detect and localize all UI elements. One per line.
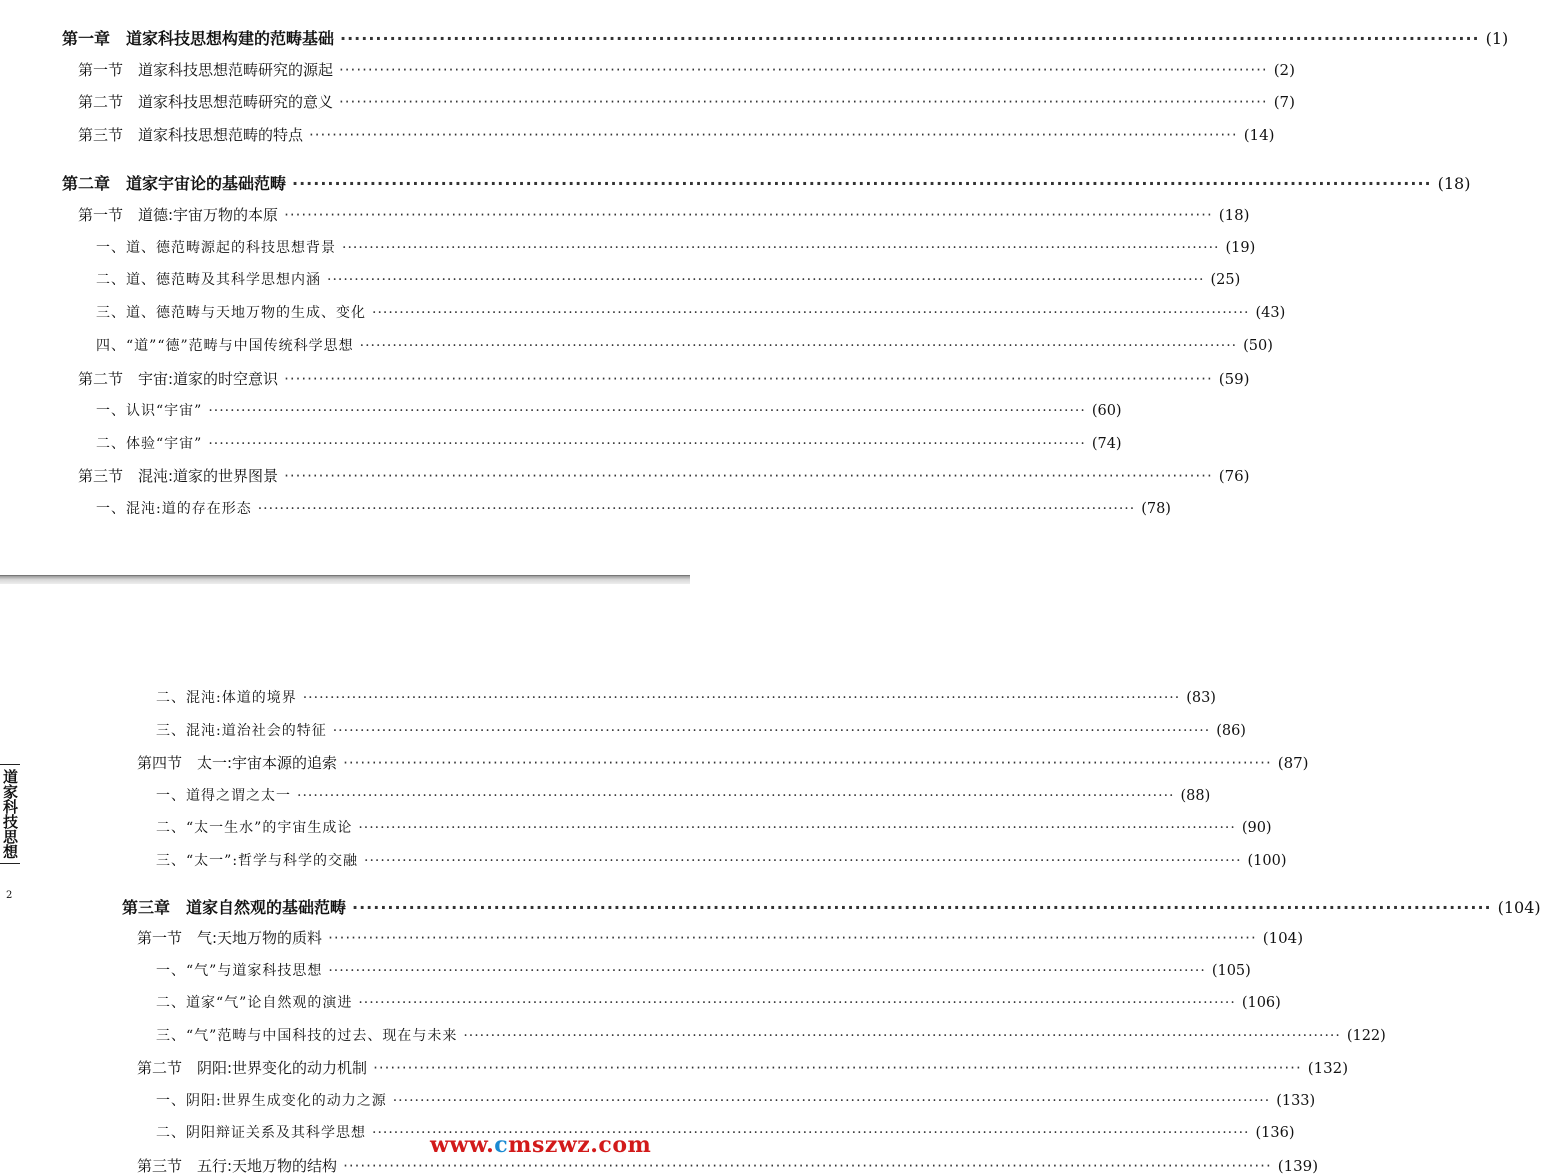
toc-entry-page: (1) bbox=[1485, 29, 1509, 48]
toc-page-1 bbox=[0, 0, 1509, 575]
leader-dots bbox=[303, 690, 1180, 706]
toc-entry-section bbox=[137, 1057, 1349, 1078]
leader-dots bbox=[309, 126, 1238, 144]
toc-entry-page: (133) bbox=[1276, 1093, 1316, 1109]
toc-entry-title: 二、体验“宇宙” bbox=[96, 436, 203, 452]
toc-entry-page: (86) bbox=[1216, 723, 1246, 739]
toc-entry-page: (87) bbox=[1277, 754, 1309, 772]
toc-entry-title: 一、“气”与道家科技思想 bbox=[156, 963, 323, 979]
leader-dots bbox=[327, 272, 1204, 288]
leader-dots bbox=[284, 206, 1213, 224]
toc-entry-title: 二、“太一生水”的宇宙生成论 bbox=[156, 820, 353, 836]
leader-dots bbox=[372, 305, 1249, 321]
toc-entry-section bbox=[78, 465, 1250, 486]
leader-dots bbox=[284, 467, 1213, 485]
toc-entry-page: (60) bbox=[1091, 403, 1122, 419]
toc-entry-sub bbox=[156, 1025, 1386, 1045]
toc-entry-section bbox=[78, 59, 1295, 80]
toc-entry-page: (105) bbox=[1211, 963, 1251, 979]
toc-entry-sub bbox=[156, 850, 1287, 870]
toc-entry-sub bbox=[156, 960, 1251, 980]
leader-dots bbox=[328, 963, 1205, 979]
toc-entry-sub bbox=[156, 720, 1246, 740]
toc-entry-page: (83) bbox=[1186, 690, 1216, 706]
toc-entry-title: 三、“气”范畴与中国科技的过去、现在与未来 bbox=[156, 1028, 458, 1044]
toc-entry-page: (106) bbox=[1241, 995, 1281, 1011]
toc-entry-section bbox=[78, 368, 1250, 389]
toc-entry-title: 一、道、德范畴源起的科技思想背景 bbox=[96, 240, 336, 256]
toc-entry-title: 第三节 五行:天地万物的结构 bbox=[137, 1157, 338, 1175]
toc-entry-title: 三、道、德范畴与天地万物的生成、变化 bbox=[96, 305, 366, 321]
toc-entry-title: 第二节 阴阳:世界变化的动力机制 bbox=[137, 1059, 368, 1077]
toc-entry-sub bbox=[96, 335, 1273, 355]
leader-dots bbox=[463, 1028, 1340, 1044]
toc-entry-page: (122) bbox=[1346, 1028, 1386, 1044]
toc-entry-sub bbox=[156, 785, 1211, 805]
toc-entry-page: (104) bbox=[1497, 898, 1541, 917]
leader-dots bbox=[352, 898, 1492, 917]
leader-dots bbox=[258, 501, 1135, 517]
toc-entry-page: (18) bbox=[1437, 174, 1471, 193]
toc-entry-title: 一、混沌:道的存在形态 bbox=[96, 501, 252, 517]
toc-entry-sub bbox=[96, 269, 1241, 289]
leader-dots bbox=[364, 853, 1241, 869]
watermark-c: c bbox=[494, 1132, 509, 1158]
watermark-prefix: www. bbox=[430, 1132, 495, 1158]
toc-entry-title: 第一章 道家科技思想构建的范畴基础 bbox=[62, 29, 335, 48]
leader-dots bbox=[339, 93, 1268, 111]
leader-dots bbox=[358, 820, 1235, 836]
watermark-rest: mszwz.com bbox=[508, 1132, 652, 1158]
toc-entry-sub bbox=[156, 992, 1281, 1012]
toc-entry-title: 第一节 道德:宇宙万物的本原 bbox=[78, 206, 279, 224]
toc-entry-section bbox=[78, 124, 1275, 145]
toc-entry-page: (7) bbox=[1273, 93, 1295, 111]
toc-entry-title: 第四节 太一:宇宙本源的追索 bbox=[137, 754, 338, 772]
toc-page-2 bbox=[0, 584, 1541, 1175]
leader-dots bbox=[343, 754, 1272, 772]
toc-entry-page: (104) bbox=[1262, 929, 1304, 947]
toc-entry-sub bbox=[96, 302, 1286, 322]
toc-entry-section bbox=[78, 91, 1295, 112]
toc-entry-page: (59) bbox=[1218, 370, 1250, 388]
toc-entry-title: 一、道得之谓之太一 bbox=[156, 788, 291, 804]
toc-entry-page: (19) bbox=[1225, 240, 1256, 256]
leader-dots bbox=[328, 929, 1257, 947]
toc-entry-title: 三、混沌:道治社会的特征 bbox=[156, 723, 327, 739]
leader-dots bbox=[358, 995, 1235, 1011]
toc-entry-title: 第三章 道家自然观的基础范畴 bbox=[122, 898, 347, 917]
toc-entry-page: (78) bbox=[1141, 501, 1171, 517]
leader-dots bbox=[208, 403, 1085, 419]
toc-entry-section bbox=[137, 927, 1304, 948]
page-number-mark: 2 bbox=[6, 890, 13, 901]
toc-entry-page: (14) bbox=[1243, 126, 1275, 144]
leader-dots bbox=[297, 788, 1174, 804]
toc-entry-title: 三、“太一”:哲学与科学的交融 bbox=[156, 853, 359, 869]
toc-entry-page: (43) bbox=[1255, 305, 1286, 321]
toc-entry-title: 第三节 混沌:道家的世界图景 bbox=[78, 467, 279, 485]
toc-entry-chapter bbox=[62, 26, 1509, 49]
toc-entry-page: (90) bbox=[1241, 820, 1272, 836]
toc-entry-title: 二、道、德范畴及其科学思想内涵 bbox=[96, 272, 321, 288]
toc-entry-section bbox=[137, 752, 1309, 773]
toc-entry-sub bbox=[156, 1090, 1316, 1110]
toc-entry-title: 第二章 道家宇宙论的基础范畴 bbox=[62, 174, 287, 193]
toc-entry-title: 第三节 道家科技思想范畴的特点 bbox=[78, 126, 304, 144]
toc-entry-sub bbox=[156, 687, 1216, 707]
toc-entry-sub bbox=[96, 498, 1171, 518]
leader-dots bbox=[393, 1093, 1270, 1109]
toc-entry-title: 二、阴阳辩证关系及其科学思想 bbox=[156, 1125, 366, 1141]
toc-entry-title: 一、认识“宇宙” bbox=[96, 403, 203, 419]
toc-entry-sub bbox=[96, 433, 1122, 453]
toc-entry-page: (76) bbox=[1218, 467, 1250, 485]
toc-entry-page: (100) bbox=[1247, 853, 1287, 869]
leader-dots bbox=[360, 338, 1237, 354]
toc-entry-page: (50) bbox=[1243, 338, 1273, 354]
toc-entry-sub bbox=[96, 237, 1256, 257]
leader-dots bbox=[373, 1059, 1302, 1077]
leader-dots bbox=[340, 29, 1480, 48]
leader-dots bbox=[292, 174, 1432, 193]
leader-dots bbox=[343, 1157, 1272, 1175]
toc-entry-page: (136) bbox=[1255, 1125, 1295, 1141]
side-book-title: 道家科技思想 bbox=[0, 764, 20, 864]
toc-entry-sub bbox=[96, 400, 1122, 420]
leader-dots bbox=[208, 436, 1085, 452]
toc-entry-chapter bbox=[122, 895, 1541, 918]
toc-entry-title: 二、混沌:体道的境界 bbox=[156, 690, 297, 706]
toc-entry-chapter bbox=[62, 171, 1471, 194]
toc-entry-section bbox=[78, 204, 1250, 225]
toc-entry-title: 一、阴阳:世界生成变化的动力之源 bbox=[156, 1093, 387, 1109]
toc-entry-title: 第二节 宇宙:道家的时空意识 bbox=[78, 370, 279, 388]
toc-entry-title: 第一节 气:天地万物的质料 bbox=[137, 929, 323, 947]
leader-dots bbox=[342, 240, 1219, 256]
toc-entry-title: 二、道家“气”论自然观的演进 bbox=[156, 995, 353, 1011]
toc-entry-page: (88) bbox=[1180, 788, 1211, 804]
toc-entry-page: (25) bbox=[1210, 272, 1241, 288]
toc-entry-title: 四、“道”“德”范畴与中国传统科学思想 bbox=[96, 338, 354, 354]
leader-dots bbox=[333, 723, 1210, 739]
toc-entry-page: (132) bbox=[1307, 1059, 1349, 1077]
toc-entry-title: 第二节 道家科技思想范畴研究的意义 bbox=[78, 93, 334, 111]
toc-entry-page: (2) bbox=[1273, 61, 1295, 79]
toc-entry-page: (18) bbox=[1218, 206, 1250, 224]
toc-entry-section bbox=[137, 1155, 1319, 1176]
leader-dots bbox=[284, 370, 1213, 388]
toc-entry-page: (74) bbox=[1091, 436, 1122, 452]
toc-entry-sub bbox=[156, 817, 1272, 837]
site-watermark bbox=[430, 1132, 651, 1158]
toc-entry-page: (139) bbox=[1277, 1157, 1319, 1175]
leader-dots bbox=[339, 61, 1268, 79]
toc-entry-title: 第一节 道家科技思想范畴研究的源起 bbox=[78, 61, 334, 79]
